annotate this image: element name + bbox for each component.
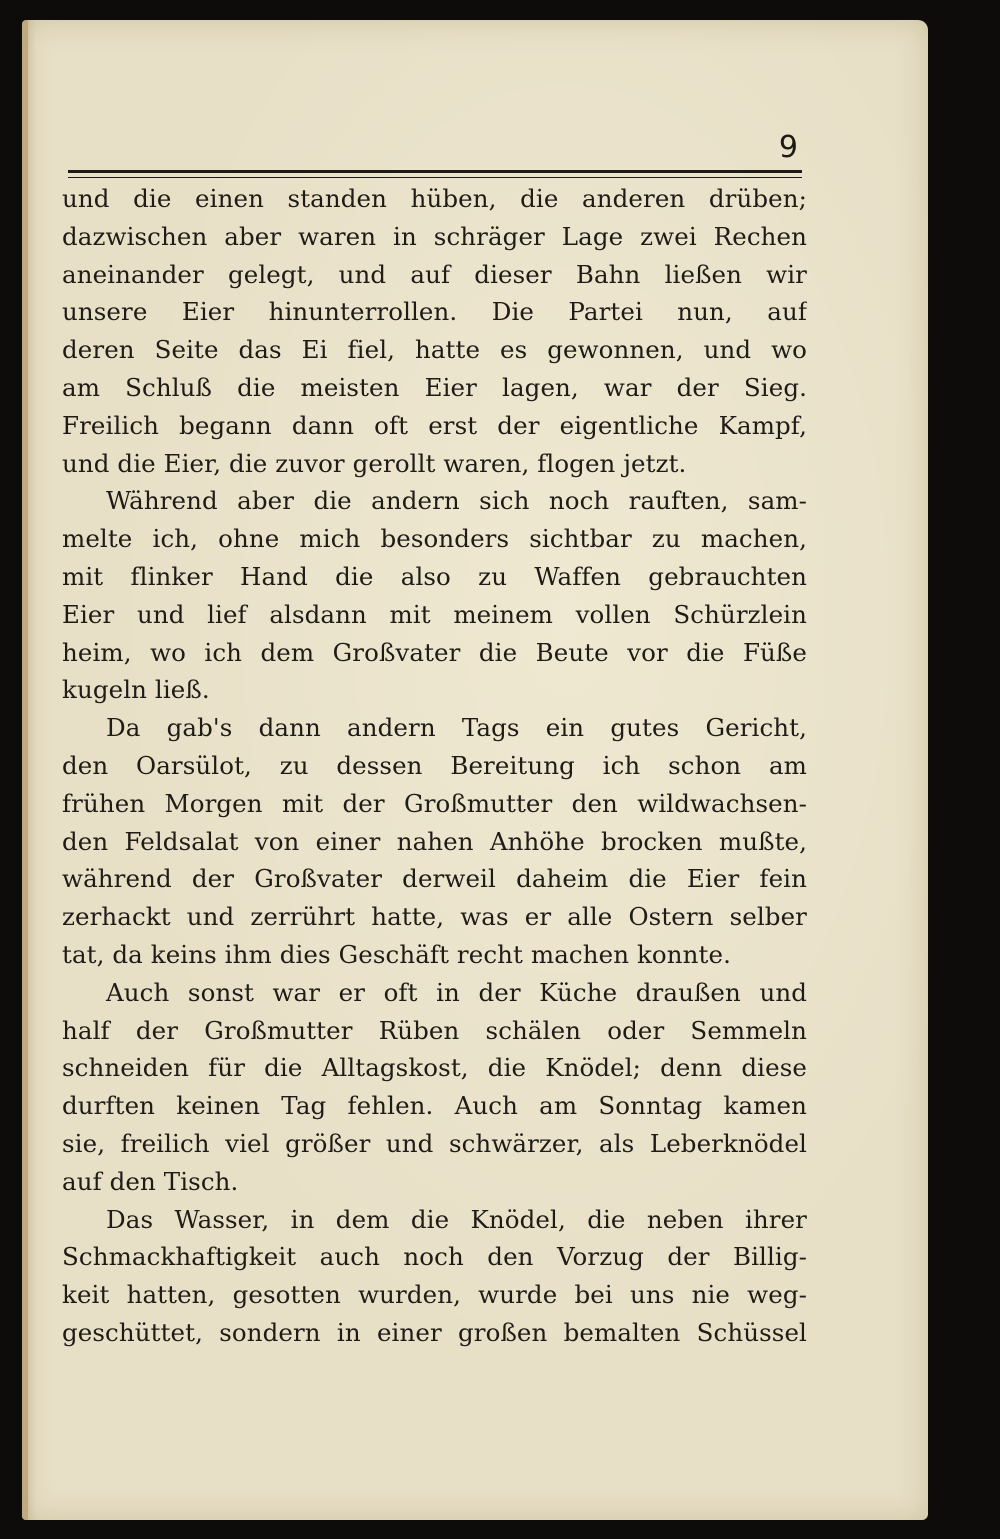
paragraph bbox=[62, 482, 807, 709]
text-line: dazwischen aber waren in schräger Lage zwei Rechen bbox=[62, 221, 807, 251]
paragraph bbox=[62, 180, 807, 482]
text-line: und die einen standen hüben, die anderen drüben; bbox=[62, 184, 807, 213]
text-line: mit flinker Hand die also zu Waffen gebrauchten bbox=[62, 561, 807, 591]
text-line: sie, freilich viel größer und schwärzer, als Leberknödel bbox=[62, 1128, 807, 1158]
text-line: und die Eier, die zuvor gerollt waren, flogen jetzt. bbox=[62, 448, 687, 478]
text-line: tat, da keins ihm dies Geschäft recht machen konnte. bbox=[62, 939, 731, 969]
text-line: Das Wasser, in dem die Knödel, die neben ihrer bbox=[106, 1204, 807, 1234]
book-page bbox=[22, 20, 928, 1520]
text-line: den Feldsalat von einer nahen Anhöhe brocken mußte, bbox=[62, 826, 807, 856]
paragraph bbox=[62, 1201, 807, 1352]
text-line: kugeln ließ. bbox=[62, 675, 210, 705]
text-line: Freilich begann dann oft erst der eigentliche Kampf, bbox=[62, 410, 807, 440]
paragraph bbox=[62, 974, 807, 1201]
text-line: heim, wo ich dem Großvater die Beute vor die Füße bbox=[62, 637, 807, 667]
text-line: schneiden für die Alltagskost, die Knödel; denn diese bbox=[62, 1053, 807, 1083]
header-rule-thick bbox=[68, 170, 802, 173]
text-line: unsere Eier hinunterrollen. Die Partei nun, auf bbox=[62, 297, 807, 327]
text-line: zerhackt und zerrührt hatte, was er alle Ostern selber bbox=[62, 902, 807, 932]
text-line: den Oarsülot, zu dessen Bereitung ich schon am bbox=[62, 750, 807, 780]
text-line: aneinander gelegt, und auf dieser Bahn ließen wir bbox=[62, 259, 807, 289]
text-line: geschüttet, sondern in einer großen bemalten Schüssel bbox=[62, 1317, 807, 1347]
page-header bbox=[68, 130, 802, 180]
text-line: melte ich, ohne mich besonders sichtbar zu machen, bbox=[62, 524, 807, 554]
paragraph bbox=[62, 709, 807, 974]
text-line: Schmackhaftigkeit auch noch den Vorzug der Billig- bbox=[62, 1242, 807, 1272]
text-line: durften keinen Tag fehlen. Auch am Sonntag kamen bbox=[62, 1091, 807, 1121]
text-line: Eier und lief alsdann mit meinem vollen Schürzlein bbox=[62, 599, 807, 629]
text-line: Während aber die andern sich noch rauften, sam- bbox=[106, 486, 807, 516]
body-text bbox=[62, 180, 807, 1352]
text-line: Auch sonst war er oft in der Küche draußen und bbox=[106, 977, 807, 1007]
text-line: während der Großvater derweil daheim die Eier fein bbox=[62, 864, 807, 894]
text-line: deren Seite das Ei fiel, hatte es gewonnen, und wo bbox=[62, 335, 807, 365]
text-line: am Schluß die meisten Eier lagen, war der Sieg. bbox=[62, 372, 807, 402]
text-line: Da gab's dann andern Tags ein gutes Gericht, bbox=[106, 713, 807, 743]
text-line: auf den Tisch. bbox=[62, 1166, 239, 1196]
text-line: frühen Morgen mit der Großmutter den wildwachsen- bbox=[62, 788, 807, 818]
text-line: half der Großmutter Rüben schälen oder Semmeln bbox=[62, 1015, 807, 1045]
header-rule-thin bbox=[68, 177, 802, 178]
page-edge bbox=[22, 20, 28, 1520]
page-number: 9 bbox=[778, 130, 798, 165]
text-line: keit hatten, gesotten wurden, wurde bei uns nie weg- bbox=[62, 1280, 807, 1310]
